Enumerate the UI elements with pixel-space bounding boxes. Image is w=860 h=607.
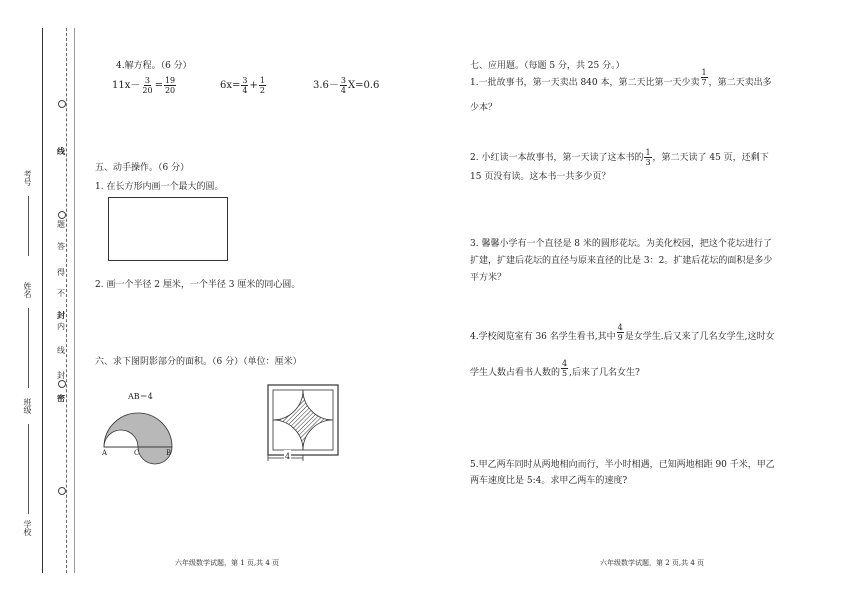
- seal-char: 得: [57, 268, 65, 277]
- figure-2-square-arcs: [266, 383, 342, 463]
- fraction: $\frac{3}{4}$: [242, 76, 248, 95]
- binding-label-name: 姓名: [23, 282, 32, 298]
- binding-label-class: 班级: [23, 398, 32, 414]
- seal-char: 线: [57, 346, 65, 355]
- problem-3-line-1: 3. 馨馨小学有一个直径是 8 米的圆形花坛。为美化校园，把这个花坛进行了: [470, 239, 772, 249]
- binding-fill-line: [28, 424, 29, 514]
- seal-char: 封: [57, 371, 65, 380]
- fraction: $\frac{4}{9}$: [617, 322, 623, 342]
- fraction: $\frac{3}{4}$: [340, 76, 346, 95]
- fraction: $\frac{1}{3}$: [645, 148, 651, 167]
- figure-2-dimension: 4: [284, 450, 291, 464]
- binding-hole: [58, 380, 66, 388]
- problem-4-line-1: 4.学校阅览室有 36 名学生看书,其中 $\frac{4}{9}$ 是女学生.后又来了几名女学生,这时女: [470, 322, 775, 342]
- fraction: $\frac{1}{7}$: [701, 67, 707, 87]
- figure-1-label: AB＝4: [128, 392, 153, 401]
- binding-label-exam-no: 考号: [23, 170, 32, 186]
- fraction: $\frac{19}{20}$: [164, 76, 176, 95]
- binding-hole: [58, 211, 66, 219]
- section-5-q2: 2. 画一个半径 2 厘米，一个半径 3 厘米的同心圆。: [95, 280, 301, 290]
- binding-fill-line: [28, 308, 29, 388]
- seal-char: 线: [57, 146, 65, 156]
- seal-char: 题: [57, 220, 65, 229]
- problem-2-line-2: 15 页没有读。这本书一共多少页？: [470, 172, 611, 182]
- figure-1-point-a: A: [102, 449, 108, 457]
- section-6-title: 六、求下图阴影部分的面积。（6 分）（单位：厘米）: [95, 357, 302, 367]
- figure-1-point-c: C: [134, 449, 140, 457]
- fraction: $\frac{1}{2}$: [259, 76, 265, 95]
- problem-5-line-1: 5.甲乙两车同时从两地相向而行，半小时相遇，已知两地相距 90 千米，甲乙: [470, 460, 775, 470]
- fraction: $\frac{4}{5}$: [562, 358, 568, 378]
- equation-2: 6x= $\frac{3}{4}$ + $\frac{1}{2}$: [220, 76, 265, 95]
- figure-1-semicircles: [100, 400, 180, 480]
- section-5-q1: 1. 在长方形内画一个最大的圆。: [95, 182, 224, 192]
- problem-3-line-2: 扩建，扩建后花坛的直径与原来直径的比是 3：2。扩建后花坛的面积是多少: [470, 256, 773, 266]
- seal-char: 内: [57, 322, 65, 331]
- seal-char: 封: [57, 310, 65, 320]
- seal-char: 密: [57, 393, 65, 403]
- binding-fill-line: [28, 196, 29, 256]
- page-2-footer: 六年级数学试题，第 2 页,共 4 页: [600, 559, 705, 567]
- binding-line-outer: [42, 28, 43, 573]
- q4-title: 4.解方程。（6 分）: [116, 61, 192, 71]
- problem-4-line-2: 学生人数占看书人数的 $\frac{4}{5}$ ,后来了几名女生?: [470, 358, 640, 378]
- rectangle-drawing-area[interactable]: [108, 197, 228, 261]
- binding-hole: [58, 487, 66, 495]
- section-7-title: 七、应用题。（每题 5 分，共 25 分。）: [470, 61, 625, 71]
- page-1-footer: 六年级数学试题，第 1 页,共 4 页: [175, 559, 280, 567]
- problem-5-line-2: 两车速度比是 5:4。求甲乙两车的速度?: [470, 476, 628, 486]
- binding-hole: [58, 100, 66, 108]
- figure-1-point-b: B: [166, 449, 172, 457]
- problem-1-line-1: 1.一批故事书，第一天卖出 840 本，第二天比第一天少卖 $\frac{1}{7}$ ，第二天卖出多: [470, 67, 772, 88]
- equation-3: 3.6－ $\frac{3}{4}$ X=0.6: [313, 76, 380, 95]
- fraction: $\frac{3}{20}$: [142, 76, 153, 95]
- section-5-title: 五、动手操作。（6 分）: [95, 163, 190, 173]
- seal-char: 不: [57, 289, 65, 298]
- binding-label-school: 学校: [23, 520, 32, 536]
- problem-3-line-3: 平方米？: [470, 273, 507, 283]
- problem-1-line-2: 少本？: [470, 103, 498, 113]
- binding-line-right: [74, 28, 75, 573]
- seal-char: 答: [57, 242, 65, 251]
- binding-line-inner: [66, 28, 67, 573]
- equation-1: 11x－ $\frac{3}{20}$ = $\frac{19}{20}$: [112, 76, 176, 95]
- problem-2-line-1: 2. 小红读一本故事书，第一天读了这本书的 $\frac{1}{3}$ ，第二天读了 45 页，还剩下: [470, 148, 769, 167]
